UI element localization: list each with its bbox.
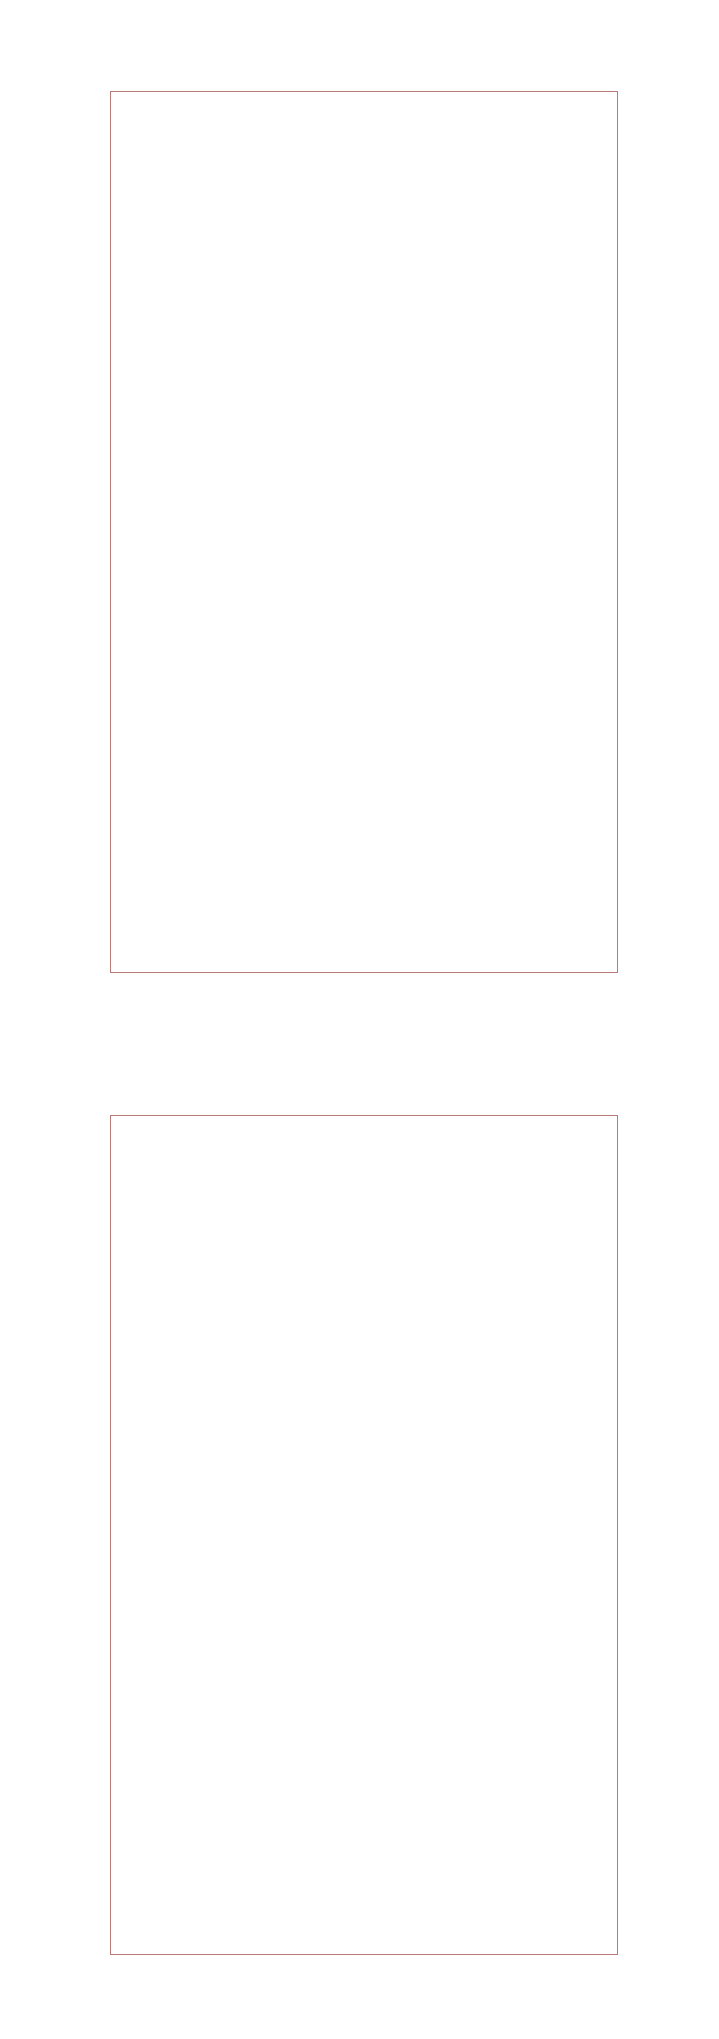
composition-sheet-1 [110, 91, 618, 973]
composition-sheet-2 [110, 1115, 618, 1955]
